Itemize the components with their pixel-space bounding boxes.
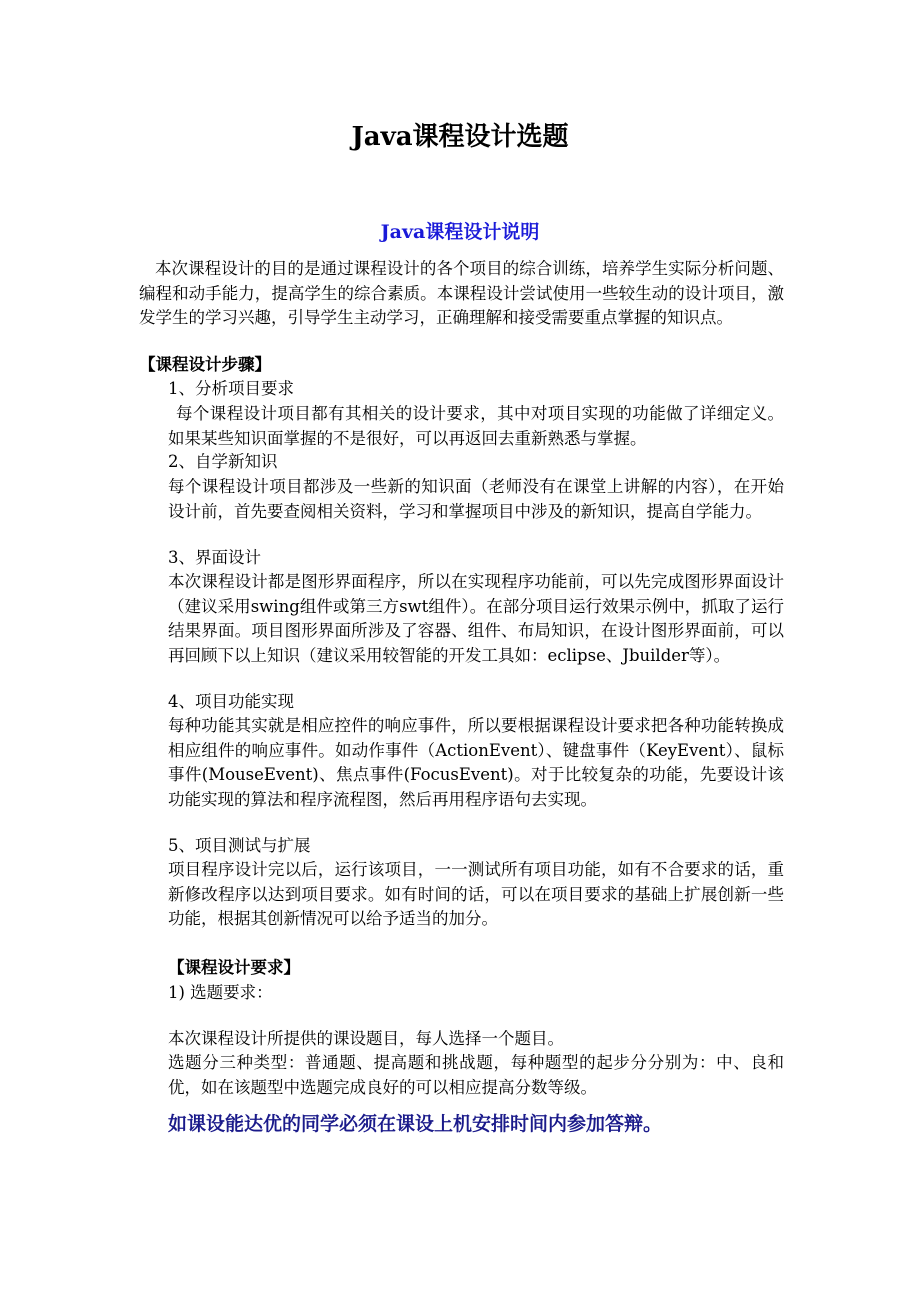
step-5-title: 5、项目测试与扩展 (168, 836, 311, 855)
step-5-body: 项目程序设计完以后，运行该项目，一一测试所有项目功能，如有不合要求的话，重新修改程序以达到项目要求。如有时间的话，可以在项目要求的基础上扩展创新一些功能，根据其创新情况可以给予适当的加分。 (168, 860, 784, 928)
step-3-body: 本次课程设计都是图形界面程序，所以在实现程序功能前，可以先完成图形界面设计（建议采用swing组件或第三方swt组件）。在部分项目运行效果示例中，抓取了运行结果界面。项目图形界面所涉及了容器、组件、布局知识，在设计图形界面前，可以再回顾下以上知识（建议采用较智能的开发工具如：eclipse、Jbuilder等）。 (168, 572, 784, 665)
section-subtitle: Java课程设计说明 (380, 221, 540, 243)
step-4-body: 每种功能其实就是相应控件的响应事件，所以要根据课程设计要求把各种功能转换成相应组件的响应事件。如动作事件（ActionEvent）、键盘事件（KeyEvent）、鼠标事件(MouseEvent)、焦点事件(FocusEvent)。对于比较复杂的功能，先要设计该功能实现的算法和程序流程图，然后再用程序语句去实现。 (168, 716, 784, 809)
step-3-title: 3、界面设计 (168, 548, 261, 567)
step-1-body: 每个课程设计项目都有其相关的设计要求，其中对项目实现的功能做了详细定义。如果某些知识面掌握的不是很好，可以再返回去重新熟悉与掌握。 (168, 404, 784, 448)
step-1-title: 1、分析项目要求 (168, 379, 294, 398)
emphasis-note: 如课设能达优的同学必须在课设上机安排时间内参加答辩。 (168, 1113, 663, 1135)
requirement-paragraph-2: 选题分三种类型：普通题、提高题和挑战题，每种题型的起步分分别为：中、良和优，如在该题型中选题完成良好的可以相应提高分数等级。 (168, 1053, 784, 1097)
step-4-title: 4、项目功能实现 (168, 692, 294, 711)
requirement-item-1: 1) 选题要求： (168, 983, 273, 1002)
requirement-paragraph-1: 本次课程设计所提供的课设题目，每人选择一个题目。 (168, 1029, 564, 1048)
document-title: Java课程设计选题 (351, 122, 569, 152)
step-2-title: 2、自学新知识 (168, 452, 278, 471)
steps-heading: 【课程设计步骤】 (139, 355, 271, 374)
step-2-body: 每个课程设计项目都涉及一些新的知识面（老师没有在课堂上讲解的内容），在开始设计前，首先要查阅相关资料，学习和掌握项目中涉及的新知识，提高自学能力。 (168, 477, 784, 521)
requirements-heading: 【课程设计要求】 (168, 958, 300, 977)
intro-paragraph: 本次课程设计的目的是通过课程设计的各个项目的综合训练，培养学生实际分析问题、编程和动手能力，提高学生的综合素质。本课程设计尝试使用一些较生动的设计项目，激发学生的学习兴趣，引导学生主动学习，正确理解和接受需要重点掌握的知识点。 (139, 259, 784, 327)
